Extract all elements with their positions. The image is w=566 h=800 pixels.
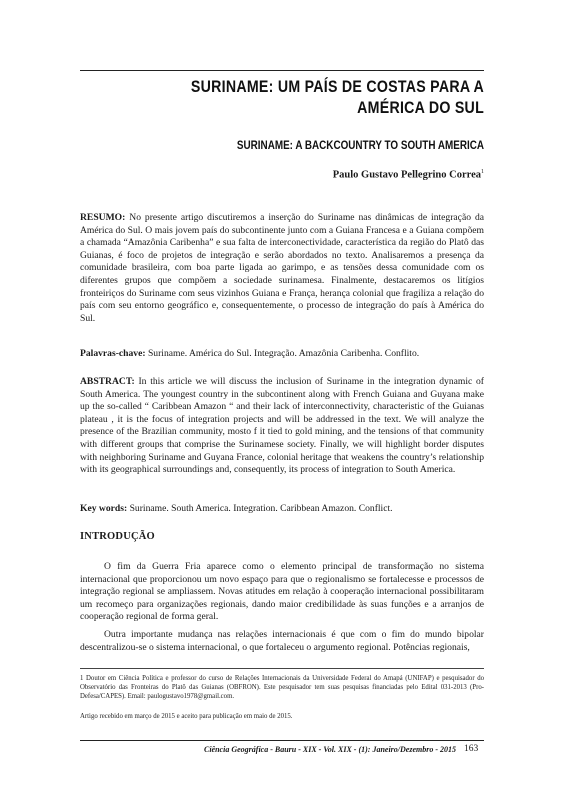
intro-paragraph: O fim da Guerra Fria aparece como o elemento principal de transformação no sistema internacional que proporcionou um novo espaço para que o regionalismo se fortalecesse e processos de integração regional se ampliassem. Novas atitudes em relação à cooperação internacional possibilitaram um recomeço para organizações regionais, dando maior credibilidade às suas funções e a arranjos de cooperação regional de forma geral. xyxy=(80,561,484,623)
resumo-label: RESUMO: xyxy=(80,212,126,223)
abstract-section xyxy=(80,376,484,477)
journal-footer: Ciência Geográfica - Bauru - XIX - Vol. XIX - (1): Janeiro/Dezembro - 2015 xyxy=(204,745,456,754)
footer-rule xyxy=(80,740,484,741)
introduction-body xyxy=(80,561,484,654)
introduction-heading: INTRODUÇÃO xyxy=(80,531,155,542)
key-words-section xyxy=(80,503,484,516)
palavras-chave-section xyxy=(80,348,484,361)
page-number: 163 xyxy=(464,744,479,754)
author-footnote-marker: 1 xyxy=(481,169,484,175)
resumo-section xyxy=(80,212,484,325)
key-words-label: Key words: xyxy=(80,503,128,514)
intro-paragraph: Outra importante mudança nas relações internacionais é que com o fim do mundo bipolar descentralizou-se o sistema internacional, o que fortaleceu o argumento regional. Potências regionais, xyxy=(80,628,484,653)
footnote-1: 1 Doutor em Ciência Política e professor do curso de Relações Internacionais da Universidade Federal do Amapá (UNIFAP) e pesquisador do Observatório das Fronteiras do Platô das Guianas (OBFRON). Este pesquisador tem suas pesquisas financiadas pelo Edital 031-2013 (Pro-Defesa/CAPES). Email: paulogustavo1978@gmail.com. xyxy=(80,675,484,701)
palavras-chave-text: Suriname. América do Sul. Integração. Amazônia Caribenha. Conflito. xyxy=(147,348,420,359)
author-name: Paulo Gustavo Pellegrino Correa xyxy=(332,169,481,181)
article-title-english: SURINAME: A BACKCOUNTRY TO SOUTH AMERICA xyxy=(236,140,484,152)
header-rule xyxy=(80,70,484,71)
article-title-portuguese: SURINAME: UM PAÍS DE COSTAS PARA A AMÉRICA DO SUL xyxy=(190,78,484,117)
abstract-label: ABSTRACT: xyxy=(80,376,135,387)
received-note: Artigo recebido em março de 2015 e aceito para publicação em maio de 2015. xyxy=(80,713,293,720)
resumo-text: No presente artigo discutiremos a inserção do Suriname nas dinâmicas de integração da América do Sul. O mais jovem país do subcontinente junto com a Guiana Francesa e a Guiana compõem a chamada “Amazônia Caribenha” e sua falta de interconectividade, característica da região do Platô das Guianas, é foco de projetos de integração e serão abordados no texto. Analisaremos a presença da comunidade brasileira, com boa parte ligada ao garimpo, e as tensões dessa comunidade com os diferentes grupos que compõem a sociedade surinamesa. Finalmente, destacaremos os litígios fronteiriços do Suriname com seus vizinhos Guiana e França, herança colonial que fragiliza a relação do país com seu entorno geográfico e, consequentemente, o processo de integração do país à América do Sul. xyxy=(80,212,484,324)
palavras-chave-label: Palavras-chave: xyxy=(80,348,146,359)
key-words-text: Suriname. South America. Integration. Caribbean Amazon. Conflict. xyxy=(129,503,393,514)
author-line xyxy=(184,166,484,182)
abstract-text: In this article we will discuss the inclusion of Suriname in the integration dynamic of South America. The youngest country in the subcontinent along with French Guiana and Guyana make up the so-called “ Caribbean Amazon “ and their lack of interconnectivity, characteristic of the Guianas plateau , it is the focus of integration projects and will be addressed in the text. We will analyze the presence of the Brazilian community, mosto f it tied to gold mining, and the tensions of that community with different groups that comprise the Surinamese society. Finally, we will highlight border disputes with neighboring Suriname and Guyana France, colonial heritage that weakens the country’s relationship with its geographical surroundings and, consequently, its process of integration to South America. xyxy=(80,376,484,476)
footnote-rule xyxy=(80,668,484,669)
